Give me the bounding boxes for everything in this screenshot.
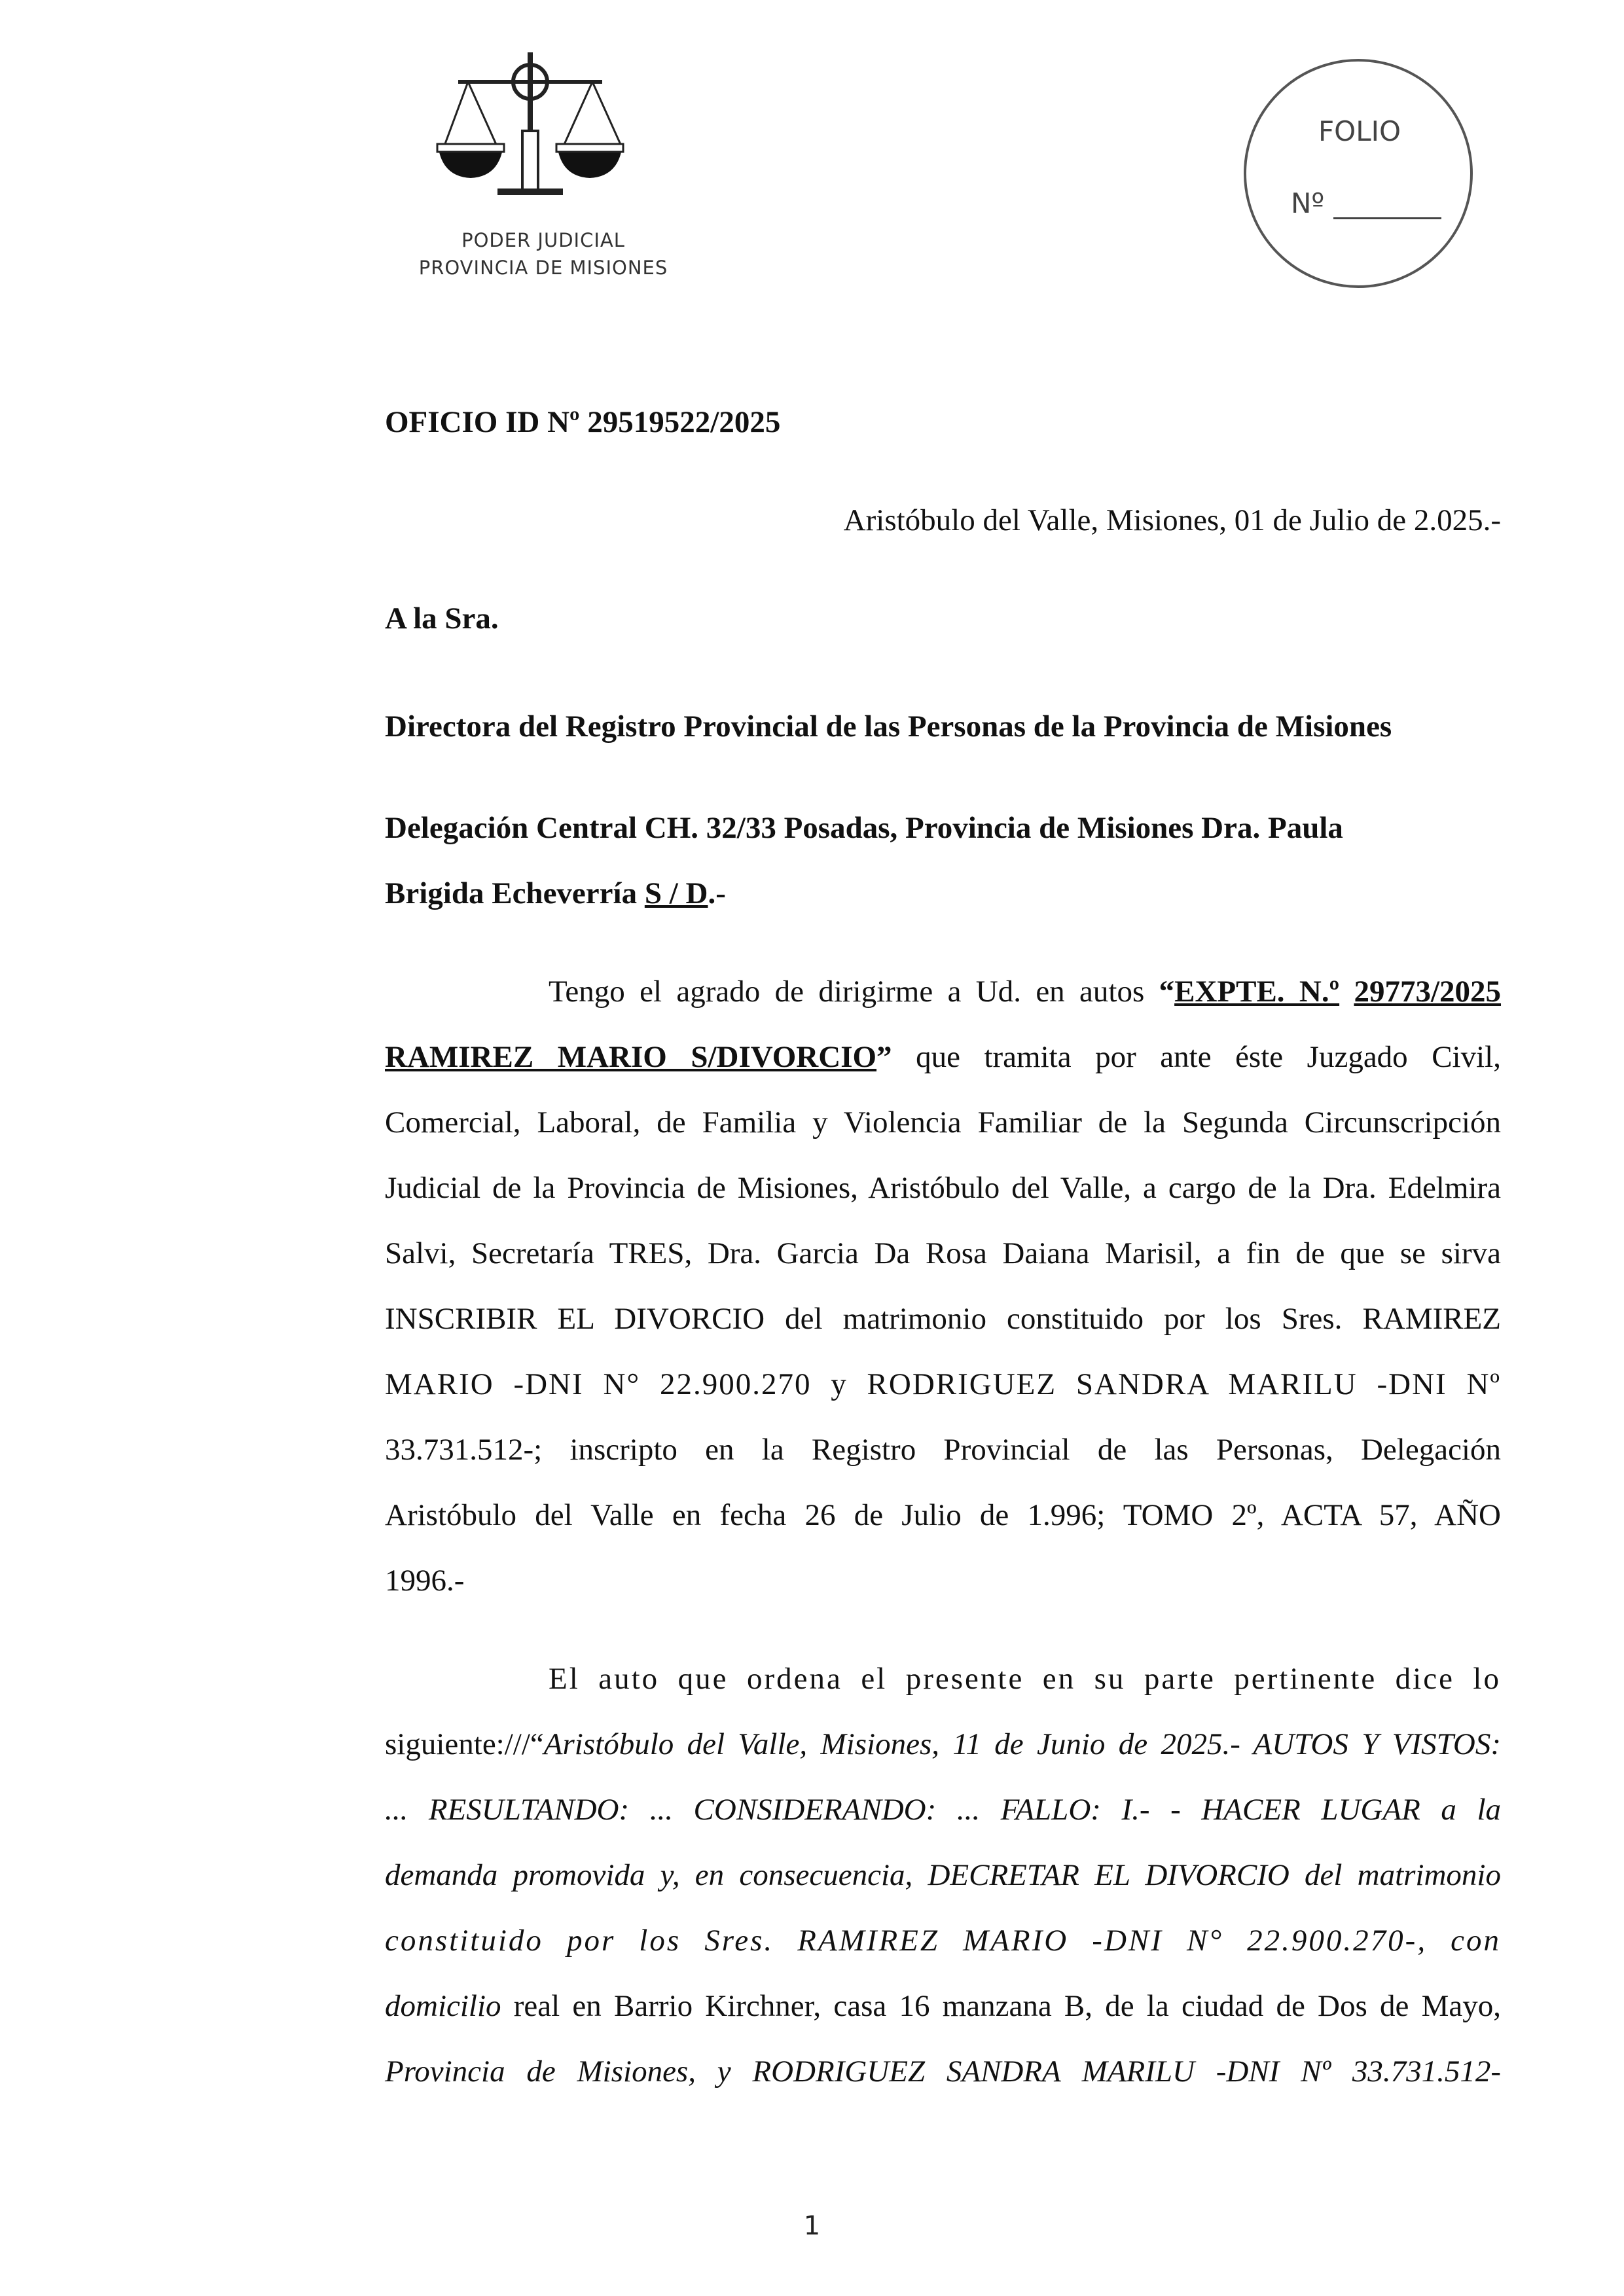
p1-case-title: RAMIREZ MARIO S/DIVORCIO [385, 1040, 877, 1074]
p1-expte-label: EXPTE. N.º [1174, 975, 1340, 1009]
p2-line-1: El auto que ordena el presente en su parte pertinente dice lo [549, 1662, 1501, 1696]
p1-line-4: Judicial de la Provincia de Misiones, Aristóbulo del Valle, a cargo de la Dra. Edelmira [385, 1171, 1501, 1205]
folio-number-field [1291, 187, 1441, 219]
p2-address: real en Barrio Kirchner, casa 16 manzana B, de la ciudad de Dos de Mayo, [501, 1989, 1501, 2023]
p1-open-quote: “ [1159, 975, 1175, 1009]
p2-quote-start: Aristóbulo del Valle, Misiones, 11 de Junio de 2025.- AUTOS Y VISTOS: [543, 1727, 1501, 1761]
p2-line-3: ... RESULTANDO: ... CONSIDERANDO: ... FALLO: I.- - HACER LUGAR a la [385, 1793, 1501, 1827]
addressee-address: Delegación Central CH. 32/33 Posadas, Provincia de Misiones Dra. Paula [385, 811, 1343, 845]
page-number: 1 [803, 2211, 821, 2241]
p1-line-3: Comercial, Laboral, de Familia y Violencia Familiar de la Segunda Circunscripción [385, 1105, 1501, 1139]
p2-siguiente: siguiente:///“ [385, 1727, 544, 1761]
document-title: OFICIO ID Nº 29519522/2025 [385, 405, 781, 439]
p1-line-2 [385, 1024, 1501, 1090]
p1-line-2-rest: que tramita por ante éste Juzgado Civil, [892, 1040, 1501, 1074]
scales-of-justice-icon [432, 39, 655, 223]
p2-line-4: demanda promovida y, en consecuencia, DECRETAR EL DIVORCIO del matrimonio [385, 1858, 1501, 1892]
date-line: Aristóbulo del Valle, Misiones, 01 de Julio de 2.025.- [843, 503, 1501, 537]
p2-line-5: constituido por los Sres. RAMIREZ MARIO -DNI N° 22.900.270-, con [385, 1924, 1501, 1958]
p2-line-2 [385, 1712, 1501, 1777]
p1-line-9: Aristóbulo del Valle en fecha 26 de Julio de 1.996; TOMO 2º, ACTA 57, AÑO [385, 1498, 1501, 1532]
p2-line-7: Provincia de Misiones, y RODRIGUEZ SANDRA MARILU -DNI Nº 33.731.512- [385, 2054, 1501, 2089]
addressee-name-text: Brigida Echeverría [385, 876, 645, 910]
p2-domicilio: domicilio [385, 1989, 501, 2023]
judicial-seal-logo [406, 39, 681, 301]
addressee-end: .- [708, 876, 726, 910]
folio-number-blank [1333, 191, 1441, 219]
addressee-sd: S / D [644, 876, 708, 910]
seal-text-line-1: PODER JUDICIAL [461, 229, 625, 251]
p1-space [1339, 975, 1354, 1009]
p1-close-quote: ” [876, 1040, 892, 1074]
p1-line-7: MARIO -DNI N° 22.900.270 y RODRIGUEZ SANDRA MARILU -DNI Nº [385, 1367, 1501, 1401]
p1-line-8: 33.731.512-; inscripto en la Registro Provincial de las Personas, Delegación [385, 1433, 1501, 1467]
folio-number-label: Nº [1291, 187, 1325, 219]
p1-line-6: INSCRIBIR EL DIVORCIO del matrimonio constituido por los Sres. RAMIREZ [385, 1302, 1501, 1336]
p1-line-5: Salvi, Secretaría TRES, Dra. Garcia Da Rosa Daiana Marisil, a fin de que se sirva [385, 1236, 1501, 1270]
folio-label: FOLIO [1318, 115, 1401, 147]
folio-stamp [1244, 59, 1473, 288]
p2-line-6 [385, 1973, 1501, 2039]
p1-expte-number: 29773/2025 [1354, 975, 1502, 1009]
seal-text-line-2: PROVINCIA DE MISIONES [418, 257, 668, 279]
p1-line-10: 1996.- [385, 1564, 465, 1598]
p1-line-1 [385, 959, 1501, 1024]
addressee-title: Directora del Registro Provincial de las Personas de la Provincia de Misiones [385, 709, 1392, 744]
addressee-salutation: A la Sra. [385, 601, 499, 636]
p1-intro: Tengo el agrado de dirigirme a Ud. en autos [549, 975, 1159, 1009]
addressee-name [385, 861, 1501, 926]
